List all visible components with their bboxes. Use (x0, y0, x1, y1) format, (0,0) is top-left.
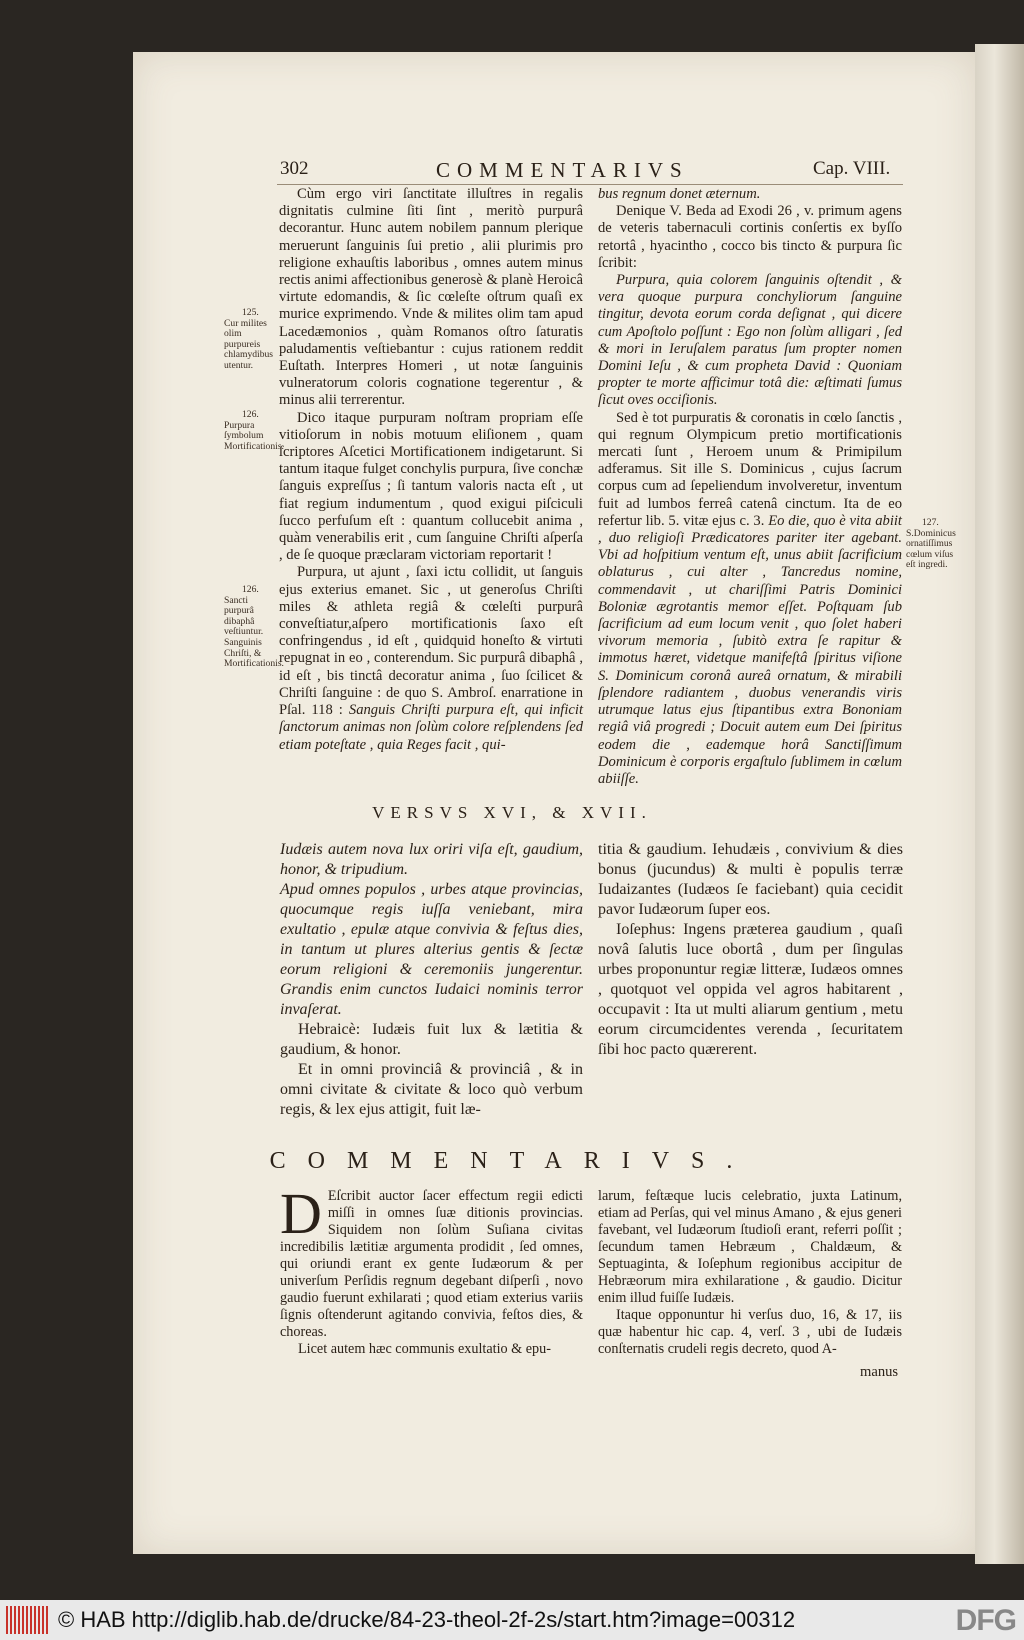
margin-note-text: S.Dominicus ornatiſſimus cœlum viſus eſt ingredi. (906, 527, 956, 571)
margin-note-number: 126. (242, 584, 259, 595)
margin-note-number: 126. (242, 409, 259, 420)
margin-note (224, 308, 274, 372)
paragraph: Cùm ergo viri ſanctitate illuſtres in regalis dignitatis culmine ſiti ſint , meritò purpurâ decorantur. Hunc autem nobilem pannum plerique meruerunt ſanguinis ſui pretio , alii plurimis pro religione exhauſtis laboribus , omnes autem minus rectis animi affectionibus generosè & planè Heroicâ virtute edomandis, & ſic cœleſte oſtrum quaſi ex murice exprimendo. Vnde & milites olim tam apud Lacedæmonios , quàm Romanos oſtro ſaturatis paludamentis veſtiebantur : cujus rationem reddit Euſtath. Interpres Homeri , ut notæ ſanguinis vulneratorum coloris cognatione tegerentur , & minus alii terrerentur. (279, 186, 583, 409)
margin-note-text: Sancti purpurâ dibaphâ veſtiuntur. Sanguinis Chriſti, & Mortificationis. (224, 594, 284, 670)
paragraph: Hebraicè: Iudæis fuit lux & lætitia & gaudium, & honor. (280, 1021, 583, 1058)
margin-note-number: 127. (922, 517, 939, 528)
paragraph: titia & gaudium. Iehudæis , convivium & dies bonus (jucundus) & multi è populis terræ Iudaizantes (Iudæos ſe faciebant) quia cecidit pavor Iudæorum ſuper eos. (598, 841, 903, 918)
quotation: Purpura, quia colorem ſanguinis oſtendit , & vera quoque purpura conchyliorum ſanguine tingitur, devota eorum corda deſignat , qui dicere cum Apoſtolo poſſunt : Ego non ſolùm alligari , ſed & mori in Ieruſalem paratus ſum propter nomen Domini Ieſu , & cum propheta David : Quoniam propter te morte afficimur totâ die: æſtimati ſumus ſicut oves occiſionis. (598, 272, 902, 409)
running-header (0, 158, 1024, 182)
verse-text: Apud omnes populos , urbes atque provincias, quocumque regis iuſſa veniebant, mira exultatio , epulæ atque convivia & feſtus dies, in tantum ut plures alterius gentis & ſectæ eorum religioni & ceremoniis jungerentur. Grandis enim cunctos Iudaici nominis terror invaſerat. (280, 881, 583, 1018)
paragraph (280, 1181, 583, 1341)
paragraph: Et in omni provinciâ & provinciâ , & in omni civitate & civitate & loco quò verbum regis, & lex ejus attigit, fuit læ- (280, 1061, 583, 1118)
paragraph-text: Purpura, ut ajunt , ſaxi ictu collidit, ut ſanguis ejus exterius emanet. Sic , ut generoſus Chriſti miles & athleta regiâ & cœleſti purpurâ conveſtiatur,aſpero mortificationis ſaxo eſt confringendus , id eſt , quidquid honeſto & virtuti repugnat in eo , conterendum. Sic purpurâ dibaphâ , id eſt , bis tinctâ decoratur anima , ſuo ſcilicet & Chriſti ſanguine : de quo S. Ambroſ. enarratione in Pſal. 118 : (279, 564, 583, 719)
running-title: COMMENTARIVS (436, 158, 689, 182)
margin-note-number: 125. (242, 307, 259, 318)
right-column-top (598, 186, 902, 788)
commentary-heading: COMMENTARIVS. (269, 1148, 755, 1174)
paragraph: Denique V. Beda ad Exodi 26 , v. primum agens de veteris tabernaculi cortinis conſertis ex byſſo retortâ , hyacintho , cocco bis tincto & purpura ſic ſcribit: (598, 203, 902, 271)
paragraph-text: Sed è tot purpuratis & coronatis in cœlo ſanctis , qui regnum Olympicum pretio mortificationis mercati ſunt , Heroem unum & Primipilum adferamus. Sit ille S. Dominicus , cujus ſacrum corpus cum ad ſepeliendum involveretur, inventum fuit ad lumbos ferreâ catenâ cinctum. Ita de eo refertur lib. 5. vitæ ejus c. 3. (598, 409, 902, 529)
paragraph (598, 410, 902, 788)
paragraph: Itaque opponuntur hi verſus duo, 16, & 17, iis quæ habentur hic cap. 4, verſ. 3 , ubi de Iudæis conſternatis crudeli regis decreto, quod A- (598, 1307, 902, 1357)
margin-note (906, 518, 958, 571)
commentary-right-column (598, 1188, 902, 1358)
source-credit[interactable]: © HAB http://diglib.hab.de/drucke/84-23-theol-2f-2s/start.htm?image=00312 (58, 1607, 796, 1632)
hab-barcode-icon (6, 1606, 48, 1634)
margin-note-text: Purpura ſymbolum Mortificationis. (224, 419, 284, 452)
paragraph: Licet autem hæc communis exultatio & epu- (298, 1341, 551, 1357)
paragraph (279, 564, 583, 753)
header-rule (277, 184, 903, 185)
section-heading: VERSVS XVI, & XVII. (372, 803, 652, 822)
dfg-logo: DFG (955, 1604, 1016, 1637)
paragraph: Dico itaque purpuram noſtram propriam eſſe vitioſorum in nobis motuum eliſionem , quam ſcriptores Aſcetici Mortificationem indigetarunt. Si tantum itaque fulget conchylis purpura, ſive conchæ ſanguis expreſſus ; ſi tantum valoris nacta eſt , ut fiat regium indumentum , quod exigui piſciculi ſucco perfuſum eſt : quantum collucebit anima , quàm venerabilis erit , cum ſanguine Chriſti aſperſa , de ſe quoque præclaram victoriam reportarit ! (279, 409, 583, 564)
page-number: 302 (280, 158, 309, 179)
commentary-left-column (280, 1181, 583, 1358)
quotation: Sanguis Chriſti purpura eſt, qui inficit ſanctorum animas non ſolùm colore reſplendens ſed etiam poteſtate , quia Reges facit , qui- (279, 702, 583, 753)
paragraph: larum, feſtæque lucis celebratio, juxta Latinum, etiam ad Perſas, qui vel minus Amano , & ejus generi favebant, vel Iudæorum ſtudioſi erant, referri poſſit ; ſecundum tamen Hebræum , Chaldæum, & Septuaginta, & Ioſephum regionibus accipitur de Hebræorum mira exhilaratione , & gaudio. Dicitur enim illud fuiſſe Iudæis. (598, 1188, 902, 1306)
quotation-continuation: bus regnum donet æternum. (598, 186, 761, 202)
margin-note (224, 584, 284, 670)
catchword: manus (860, 1364, 899, 1380)
paragraph: Ioſephus: Ingens præterea gaudium , quaſi novâ ſalutis luce obortâ , dum per ſingulas urbes proponuntur regiæ litteræ, Iudæos omnes , quotquot vel oppida vel agros habitarent , occupavit : Ita ut multi aliarum gentium , metu eorum circumcidentes verenda , ſecuritatem ſibi hoc pacto quærerent. (598, 921, 903, 1058)
viewer-footer (0, 1600, 1024, 1640)
margin-note-text: Cur milites olim purpureis chlamydibus utentur. (224, 317, 274, 371)
margin-note (224, 409, 284, 452)
paragraph-text: Eſcribit auctor ſacer effectum regii edicti miſſi in omnes ſuæ ditionis provincias. Siquidem non ſolùm Suſiana civitas incredibilis lætitiæ argumenta prodidit , ſed omnes, qui oriundi erant ex gente Iudæorum & per univerſum Perſidis regnum degebant diſperſi , novo gaudio fuerunt exhilarati ; quod etiam exterius variis ſignis oſtenderunt agitando convivia, feſtos dies, & choreas. (280, 1188, 583, 1340)
verse-text: Iudæis autem nova lux oriri viſa eſt, gaudium, honor, & tripudium. (280, 841, 583, 878)
chapter-label: Cap. VIII. (813, 158, 891, 179)
drop-cap: D (280, 1181, 322, 1246)
verse-right-column (598, 840, 903, 1060)
verse-left-column (280, 840, 583, 1120)
left-column-top (279, 186, 583, 754)
quotation: Eo die, quo è vita abiit , duo religioſi Prædicatores pariter iter agebant. Vbi ad hoſpitium ventum eſt, unus abiit ſacrificium oblaturus , cui alter , Tancredus nomine, commendavit , ut chariſſimi Patris Dominici Boloniæ ægrotantis memor eſſet. Poſtquam ſub ſacrificium ad eum locum venit , quo ſolet haberi vivorum memoria , ſubitò extra ſe rapitur & immotus hæret, videtque manifeſtâ ſpiritus viſione S. Dominicum coronâ aureâ ornatum, & mirabili ſplendore radiantem , duobus venerandis viris utrumque latus ejus ſtipantibus extra Bononiam regiâ viâ progredi ; Docuit autem eum Dei ſpiritus eodem die , eademque horâ Sanctiſſimum Dominicum è corporis ergaſtulo ſublimem in cœlum abiiſſe. (598, 512, 902, 787)
